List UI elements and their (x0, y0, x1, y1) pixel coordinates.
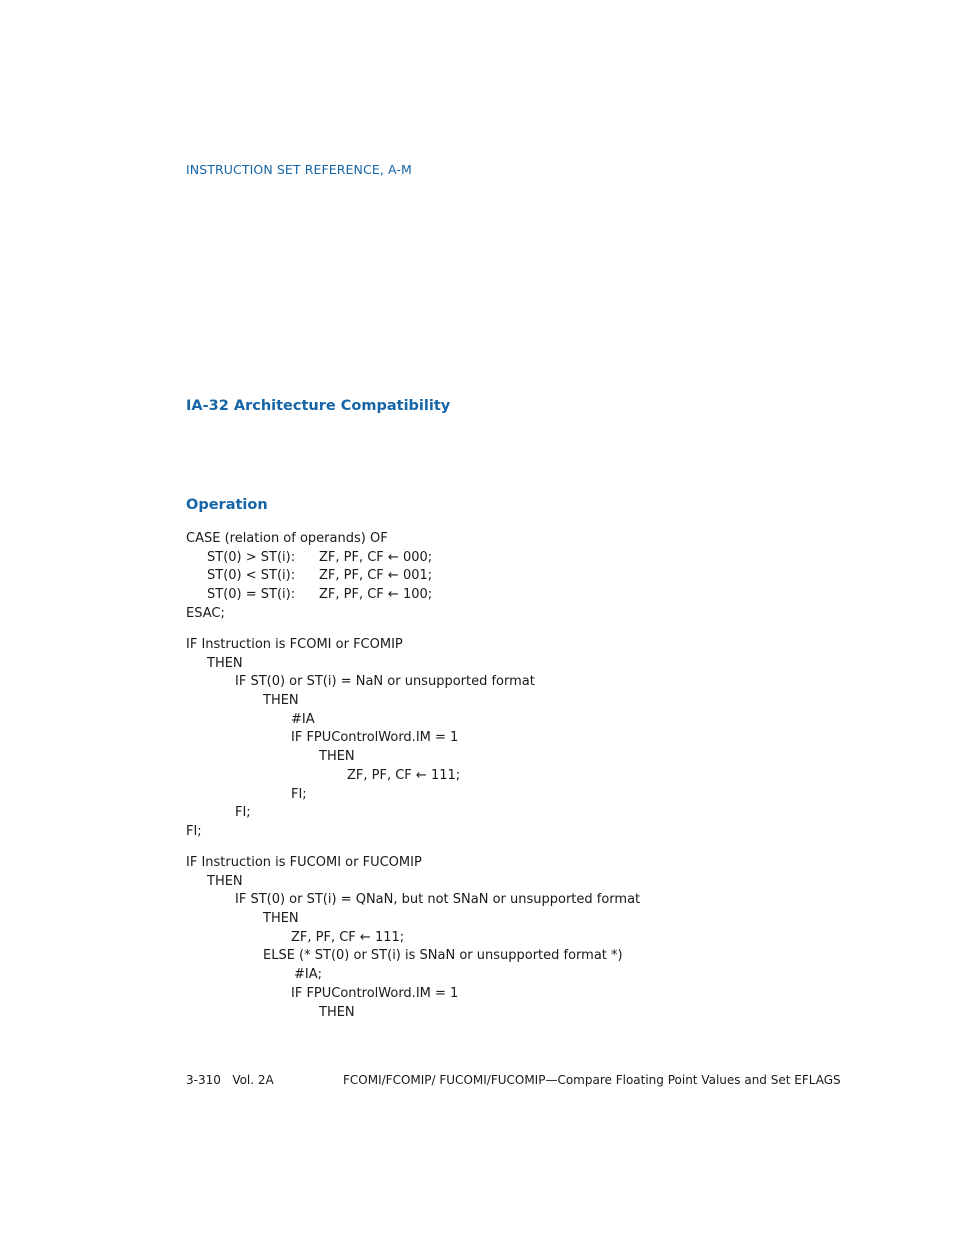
code-text: THEN (319, 1004, 355, 1020)
code-text: ELSE (* ST(0) or ST(i) is SNaN or unsupported format *) (263, 948, 623, 964)
code-line (186, 605, 388, 624)
code-line (186, 748, 535, 767)
code-text: ZF, PF, CF ← 111; (291, 929, 405, 945)
code-line (186, 692, 535, 711)
code-line (186, 1004, 640, 1023)
code-text: THEN (263, 693, 299, 709)
section-heading-compatibility: IA-32 Architecture Compatibility (186, 398, 451, 414)
code-text: THEN (207, 655, 243, 671)
code-text: IF ST(0) or ST(i) = NaN or unsupported format (235, 674, 535, 690)
code-line (186, 767, 535, 786)
code-line (186, 673, 535, 692)
code-line (186, 804, 535, 823)
code-line (186, 823, 535, 842)
code-line (186, 711, 535, 730)
code-line (186, 655, 535, 674)
code-line (186, 636, 535, 655)
code-block-case (186, 530, 433, 623)
code-text: CASE (relation of operands) OF (186, 531, 388, 546)
code-text: IF FPUControlWord.IM = 1 (291, 730, 459, 746)
code-text: IF Instruction is FUCOMI or FUCOMIP (186, 855, 422, 870)
code-line (186, 873, 640, 892)
code-line (186, 549, 433, 568)
code-text: ST(0) = ST(i): (207, 587, 296, 603)
code-line (186, 586, 433, 605)
code-text-rhs: ZF, PF, CF ← 001; (319, 568, 433, 584)
code-text: THEN (263, 911, 299, 927)
code-text: FI; (186, 823, 202, 839)
code-text: ESAC; (186, 605, 225, 621)
code-text: #IA; (294, 967, 322, 983)
code-line (186, 530, 388, 549)
code-text: ST(0) > ST(i): (207, 549, 296, 565)
code-text: ST(0) < ST(i): (207, 568, 296, 584)
running-head: INSTRUCTION SET REFERENCE, A-M (186, 162, 412, 177)
code-text: THEN (319, 749, 355, 765)
code-block-fcomi (186, 636, 535, 842)
code-line (186, 567, 433, 586)
code-text: IF FPUControlWord.IM = 1 (291, 985, 459, 1001)
code-text-rhs: ZF, PF, CF ← 000; (319, 549, 433, 565)
code-line (186, 966, 640, 985)
code-text: ZF, PF, CF ← 111; (347, 767, 461, 783)
footer-title: FCOMI/FCOMIP/ FUCOMI/FUCOMIP—Compare Floating Point Values and Set EFLAGS (343, 1073, 841, 1087)
code-line (186, 910, 640, 929)
code-text: FI; (235, 805, 251, 821)
code-line (186, 947, 640, 966)
code-text-rhs: ZF, PF, CF ← 100; (319, 587, 433, 603)
code-text: IF Instruction is FCOMI or FCOMIP (186, 637, 403, 652)
code-block-fucomi (186, 854, 640, 1022)
code-line (186, 854, 640, 873)
code-text: IF ST(0) or ST(i) = QNaN, but not SNaN or unsupported format (235, 892, 641, 908)
code-line (186, 891, 640, 910)
code-text: #IA (291, 711, 315, 727)
code-line (186, 985, 640, 1004)
section-heading-operation: Operation (186, 497, 268, 513)
footer-page-ref: 3-310 Vol. 2A (186, 1073, 274, 1087)
code-line (186, 786, 535, 805)
code-text: THEN (207, 873, 243, 889)
code-line (186, 929, 640, 948)
code-text: FI; (291, 786, 307, 802)
code-line (186, 729, 535, 748)
